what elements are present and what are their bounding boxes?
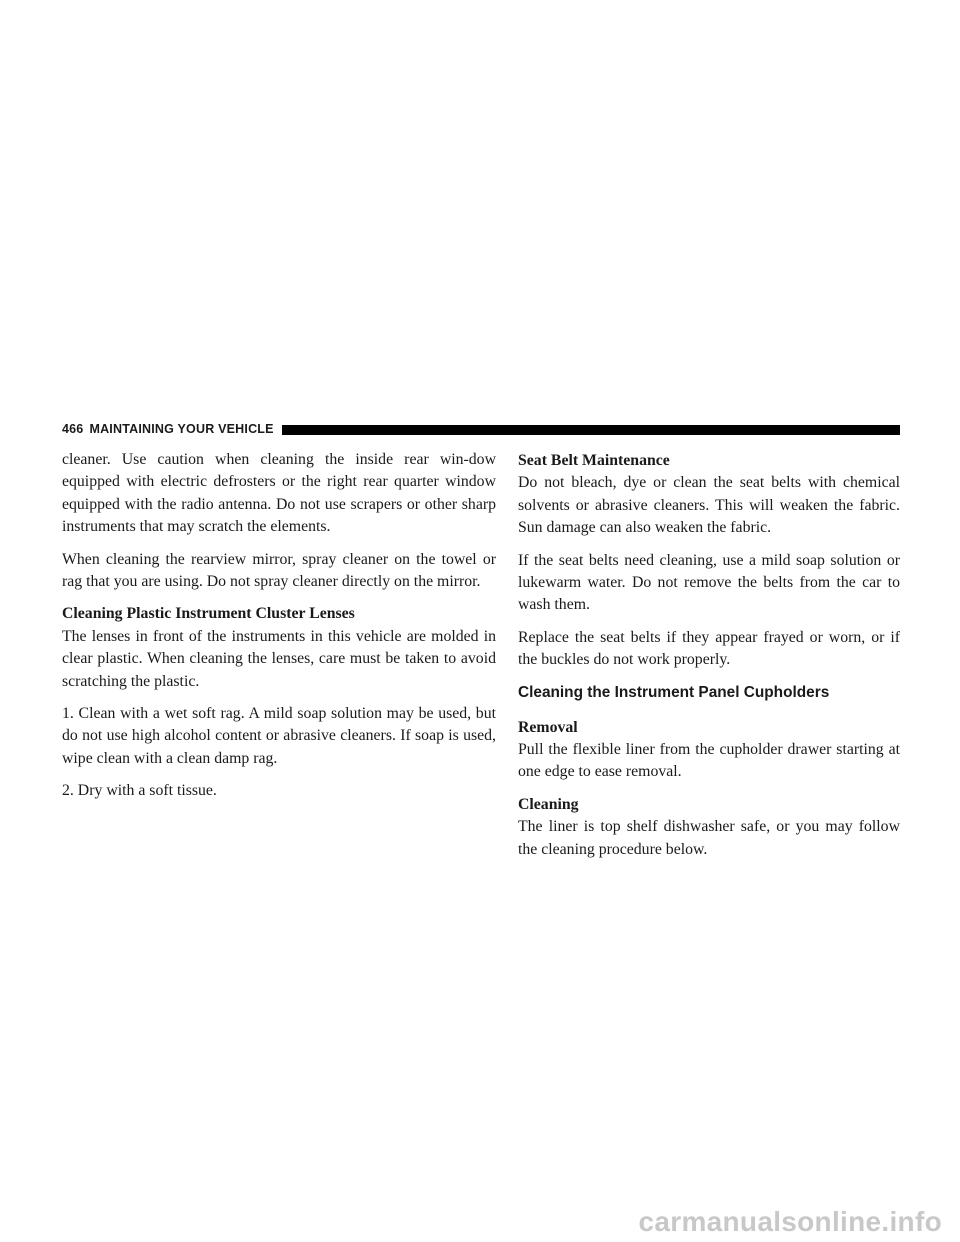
left-column xyxy=(62,449,496,813)
paragraph-seat-belt-cleaning: If the seat belts need cleaning, use a mild soap solution or lukewarm water. Do not remove the belts from the car to wash them. xyxy=(518,551,900,614)
paragraph-seat-belt-warning: Do not bleach, dye or clean the seat belts with chemical solvents or abrasive cleaners. This will weaken the fabric. Sun damage can also weaken the fabric. xyxy=(518,474,900,537)
page-number: 466 xyxy=(62,422,84,436)
heading-cleaning: Cleaning xyxy=(518,795,579,813)
page-header xyxy=(62,420,900,438)
right-column xyxy=(518,450,900,871)
heading-seat-belt: Seat Belt Maintenance xyxy=(518,452,670,469)
heading-cupholders: Cleaning the Instrument Panel Cupholders xyxy=(518,683,830,701)
section-title: MAINTAINING YOUR VEHICLE xyxy=(89,422,274,436)
paragraph-cleaning: The liner is top shelf dishwasher safe, or you may follow the cleaning procedure below. xyxy=(518,818,900,858)
heading-removal: Removal xyxy=(518,718,578,736)
paragraph-lenses: The lenses in front of the instruments in this vehicle are molded in clear plastic. When cleaning the lenses, care must be taken to avoid scratching the plastic. xyxy=(62,627,496,690)
paragraph-mirror-cleaning: When cleaning the rearview mirror, spray cleaner on the towel or rag that you are using. Do not spray cleaner directly on the mirror. xyxy=(62,550,496,591)
paragraph-removal: Pull the flexible liner from the cupholder drawer starting at one edge to ease removal. xyxy=(518,741,900,781)
paragraph-window-cleaning: cleaner. Use caution when cleaning the inside rear win-dow equipped with electric defrosters or the right rear quarter window equipped with the radio antenna. Do not use scrapers or other sharp instruments that may scratch the elements. xyxy=(62,451,496,536)
paragraph-seat-belt-replace: Replace the seat belts if they appear frayed or worn, or if the buckles do not work properly. xyxy=(518,628,900,669)
heading-cluster-lenses: Cleaning Plastic Instrument Cluster Lenses xyxy=(62,605,355,623)
watermark: carmanualsonline.info xyxy=(638,1206,942,1237)
header-rule xyxy=(282,425,900,435)
step-1: 1. Clean with a wet soft rag. A mild soap solution may be used, but do not use high alcohol content or abrasive cleaners. If soap is used, wipe clean with a clean damp rag. xyxy=(62,705,496,767)
step-2: 2. Dry with a soft tissue. xyxy=(62,782,217,800)
